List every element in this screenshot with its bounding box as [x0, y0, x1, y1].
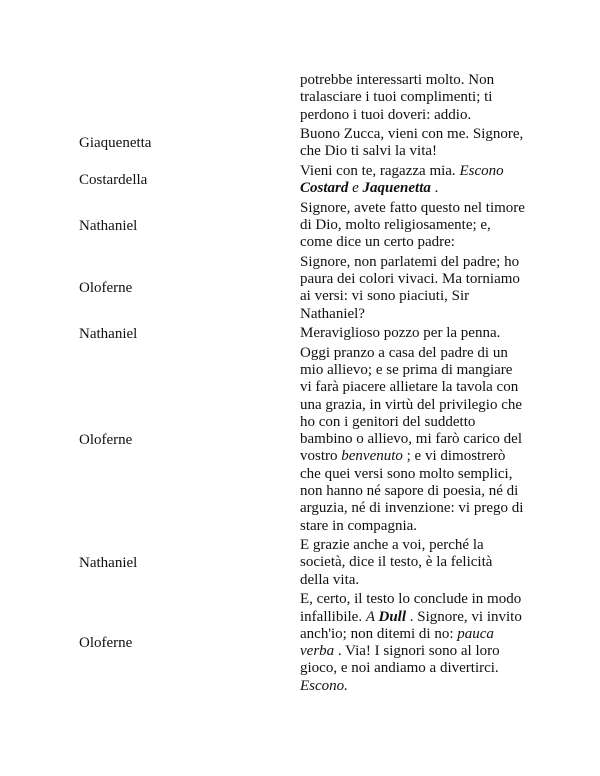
speech-fragment: Oggi pranzo a casa del padre di un	[300, 344, 508, 361]
speech-line	[300, 126, 530, 143]
speech-line	[300, 591, 530, 608]
speech-fragment: che Dio ti salvi la vita!	[300, 143, 438, 160]
speech-line	[300, 107, 530, 124]
speech-fragment: ai versi: vi sono piaciuti, Sir	[300, 288, 470, 305]
speaker-name: Oloferne	[79, 431, 133, 448]
dialogue-entry	[0, 345, 600, 535]
character-name: Costard	[300, 180, 349, 197]
speech-text	[300, 254, 530, 323]
speech-text	[300, 163, 530, 198]
stage-direction: Escono.	[300, 677, 348, 694]
speech-fragment: della vita.	[300, 571, 360, 588]
speech-line	[300, 483, 530, 500]
speech-fragment: Buono Zucca, vieni con me. Signore,	[300, 126, 524, 143]
dialogue-entry	[0, 325, 600, 342]
speech-line	[300, 554, 530, 571]
speech-fragment: Signore, avete fatto questo nel timore	[300, 199, 525, 216]
speech-fragment: Vieni con te, ragazza mia.	[300, 162, 460, 179]
speech-line	[300, 271, 530, 288]
speech-line	[300, 431, 530, 448]
speech-fragment: non hanno né sapore di poesia, né di	[300, 483, 519, 500]
speech-fragment: bambino o allievo, mi farò carico del	[300, 431, 523, 448]
speech-line	[300, 89, 530, 106]
speech-text	[300, 591, 530, 695]
speech-line	[300, 397, 530, 414]
speech-fragment: Meraviglioso pozzo per la penna.	[300, 325, 501, 342]
speech-line	[300, 643, 530, 660]
dialogue-entry	[0, 591, 600, 695]
speech-line	[300, 325, 530, 342]
speech-line	[300, 500, 530, 517]
speech-fragment: perdono i tuoi doveri: addio.	[300, 106, 472, 123]
speech-fragment: .	[430, 180, 439, 197]
speech-line	[300, 306, 530, 323]
speech-line	[300, 466, 530, 483]
speech-fragment: ho con i genitori del suddetto	[300, 413, 476, 430]
speech-line	[300, 345, 530, 362]
stage-direction: verba	[300, 643, 335, 660]
speech-fragment: arguzia, né di invenzione: vi prego di	[300, 500, 524, 517]
speech-fragment: una grazia, in virtù del privilegio che	[300, 396, 523, 413]
speech-line	[300, 362, 530, 379]
speech-text	[300, 325, 530, 342]
stage-direction: Escono	[459, 162, 504, 179]
speech-line	[300, 626, 530, 643]
speech-text	[300, 537, 530, 589]
stage-direction: pauca	[457, 625, 494, 642]
speech-fragment: società, dice il testo, è la felicità	[300, 554, 493, 571]
speech-text	[300, 200, 530, 252]
speech-line	[300, 234, 530, 251]
speech-fragment: che quei versi sono molto semplici,	[300, 465, 513, 482]
speaker-name: Giaquenetta	[79, 135, 152, 152]
speech-line	[300, 660, 530, 677]
speech-line	[300, 72, 530, 89]
dialogue-entry	[0, 72, 600, 124]
speech-line	[300, 572, 530, 589]
speech-fragment: Nathaniel?	[300, 305, 365, 322]
dialogue-entry	[0, 126, 600, 161]
speech-fragment: paura dei colori vivaci. Ma torniamo	[300, 271, 520, 288]
speech-fragment: ; e vi dimostrerò	[402, 448, 506, 465]
speech-fragment: vi farà piacere allietare la tavola con	[300, 379, 519, 396]
dialogue-entry	[0, 254, 600, 323]
speech-fragment: vostro	[300, 448, 342, 465]
speech-fragment: tralasciare i tuoi complimenti; ti	[300, 89, 493, 106]
speech-fragment: Signore, non parlatemi del padre; ho	[300, 253, 520, 270]
speech-fragment: anch'io; non ditemi di no:	[300, 625, 458, 642]
stage-direction: e	[348, 180, 363, 197]
speech-text	[300, 345, 530, 535]
character-name: Jaquenetta	[362, 180, 431, 197]
speaker-name: Oloferne	[79, 280, 133, 297]
speech-fragment: . Via! I signori sono al loro	[334, 643, 500, 660]
speech-line	[300, 414, 530, 431]
speech-line	[300, 537, 530, 554]
speaker-name: Nathaniel	[79, 325, 138, 342]
speaker-name: Nathaniel	[79, 217, 138, 234]
speech-fragment: mio allievo; e se prima di mangiare	[300, 361, 513, 378]
stage-direction: A	[365, 608, 379, 625]
speech-fragment: E, certo, il testo lo conclude in modo	[300, 591, 522, 608]
speech-line	[300, 200, 530, 217]
speech-line	[300, 180, 530, 197]
dialogue-entry	[0, 537, 600, 589]
speech-fragment: stare in compagnia.	[300, 517, 418, 534]
speaker-name: Costardella	[79, 172, 148, 189]
speech-fragment: come dice un certo padre:	[300, 234, 455, 251]
speech-fragment: . Signore, vi invito	[406, 608, 522, 625]
speech-fragment: E grazie anche a voi, perché la	[300, 537, 484, 554]
speaker-name: Oloferne	[79, 635, 133, 652]
speech-line	[300, 609, 530, 626]
speech-line	[300, 217, 530, 234]
dialogue-entry	[0, 200, 600, 252]
speech-fragment: di Dio, molto religiosamente; e,	[300, 216, 491, 233]
speech-line	[300, 163, 530, 180]
speech-text	[300, 126, 530, 161]
speech-line	[300, 678, 530, 695]
speech-line	[300, 379, 530, 396]
speech-fragment: potrebbe interessarti molto. Non	[300, 72, 495, 88]
speech-fragment: gioco, e noi andiamo a divertirci.	[300, 660, 499, 677]
character-name: Dull	[378, 608, 406, 625]
speech-line	[300, 143, 530, 160]
speech-line	[300, 254, 530, 271]
speech-text	[300, 72, 530, 124]
speech-fragment: infallibile.	[300, 608, 366, 625]
speech-line	[300, 448, 530, 465]
speaker-name: Nathaniel	[79, 555, 138, 572]
stage-direction: benvenuto	[341, 448, 403, 465]
speech-line	[300, 288, 530, 305]
dialogue-entry	[0, 163, 600, 198]
speech-line	[300, 518, 530, 535]
